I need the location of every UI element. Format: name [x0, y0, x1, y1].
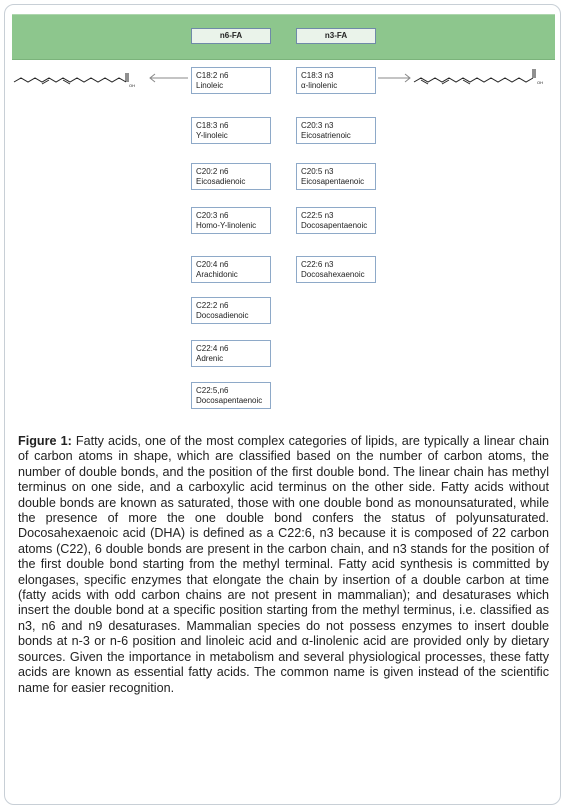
n3-name: α-linolenic [301, 81, 338, 90]
n6-box-4 [191, 207, 271, 234]
n6-name: Docosapentaenoic [196, 396, 263, 405]
n3-code: C18:3 n3 [301, 71, 334, 80]
n6-name: Y-linoleic [196, 131, 228, 140]
n6-box-1 [191, 67, 271, 94]
n6-name: Adrenic [196, 354, 224, 363]
double-bond [42, 80, 49, 84]
n6-name: Eicosadienoic [196, 177, 246, 186]
n6-box-3 [191, 163, 271, 190]
n3-box-2 [296, 117, 376, 144]
figure-caption [18, 434, 549, 696]
n3-code: C20:5 n3 [301, 167, 334, 176]
caption-text: Fatty acids, one of the most complex categories of lipids, are typically a linear chain of carbon atoms in shape, which are classified based on the number of carbon atoms, the number of double bonds, and the position of the first double bond. The linear chain has methyl terminus on one side, and a carboxylic acid terminus on the other side. Fatty acids without double bonds are known as saturated, those with one double bond as monounsaturated, while the presence of more the one double bond confers the status of polyunsaturated. Docosahexaenoic acid (DHA) is defined as a C22:6, n3 because it is composed of 22 carbon atoms (C22), 6 double bonds are present in the carbon chain, and n3 stands for the position of the first double bond starting from the methyl terminal. Fatty acid synthesis is committed by elongases, specific enzymes that elongate the chain by insertion of a double carbon at time (fatty acids with odd carbon chains are not present in mammalian); and desaturases which insert the double bond at a specific position starting from the methyl terminus, i.e. classified as n3, n6 and n9 desaturases. Mammalian species do not possess enzymes to insert double bonds at n-3 or n-6 position and linoleic acid and α-linolenic acid are provided only by dietary sources. Given the importance in metabolism and several physiological processes, these fatty acids are known as essential fatty acids. The common name is given instead of the scientific name for easier recognition. [18, 434, 549, 695]
double-bond [421, 80, 428, 84]
n6-box-7 [191, 340, 271, 367]
n6-name: Arachidonic [196, 270, 238, 279]
n6-box-2 [191, 117, 271, 144]
n6-box-8 [191, 382, 271, 409]
hydroxyl-label: OH [129, 83, 135, 88]
n6-column-header: n6-FA [191, 28, 271, 44]
n6-name: Docosadienoic [196, 311, 249, 320]
n3-name: Eicosatrienoic [301, 131, 351, 140]
carbon-chain [414, 78, 533, 82]
linoleic-structure-diagram [10, 62, 190, 92]
n6-name: Linoleic [196, 81, 224, 90]
double-bond [463, 80, 470, 84]
hydroxyl-label: OH [537, 80, 543, 85]
n3-code: C20:3 n3 [301, 121, 334, 130]
n3-name: Eicosapentaenoic [301, 177, 365, 186]
caption-label: Figure 1: [18, 434, 72, 448]
n3-box-4 [296, 207, 376, 234]
double-bond [63, 80, 70, 84]
n6-code: C20:4 n6 [196, 260, 229, 269]
n3-name: Docosapentaenoic [301, 221, 368, 230]
n6-code: C20:3 n6 [196, 211, 229, 220]
n3-box-3 [296, 163, 376, 190]
n6-code: C18:2 n6 [196, 71, 229, 80]
n6-name: Homo-Y-linolenic [196, 221, 257, 230]
n6-code: C22:4 n6 [196, 344, 229, 353]
header-band [12, 14, 555, 60]
n6-code: C22:2 n6 [196, 301, 229, 310]
n3-code: C22:5 n3 [301, 211, 334, 220]
n6-code: C20:2 n6 [196, 167, 229, 176]
double-bond [442, 80, 449, 84]
n3-box-5 [296, 256, 376, 283]
n3-box-1 [296, 67, 376, 94]
carbon-chain [14, 78, 126, 82]
n6-code: C18:3 n6 [196, 121, 229, 130]
n6-code: C22:5,n6 [196, 386, 229, 395]
n3-name: Docosahexaenoic [301, 270, 365, 279]
n6-box-5 [191, 256, 271, 283]
n3-code: C22:6 n3 [301, 260, 334, 269]
n3-column-header: n3-FA [296, 28, 376, 44]
n6-box-6 [191, 297, 271, 324]
alpha-linolenic-structure-diagram [376, 62, 556, 92]
